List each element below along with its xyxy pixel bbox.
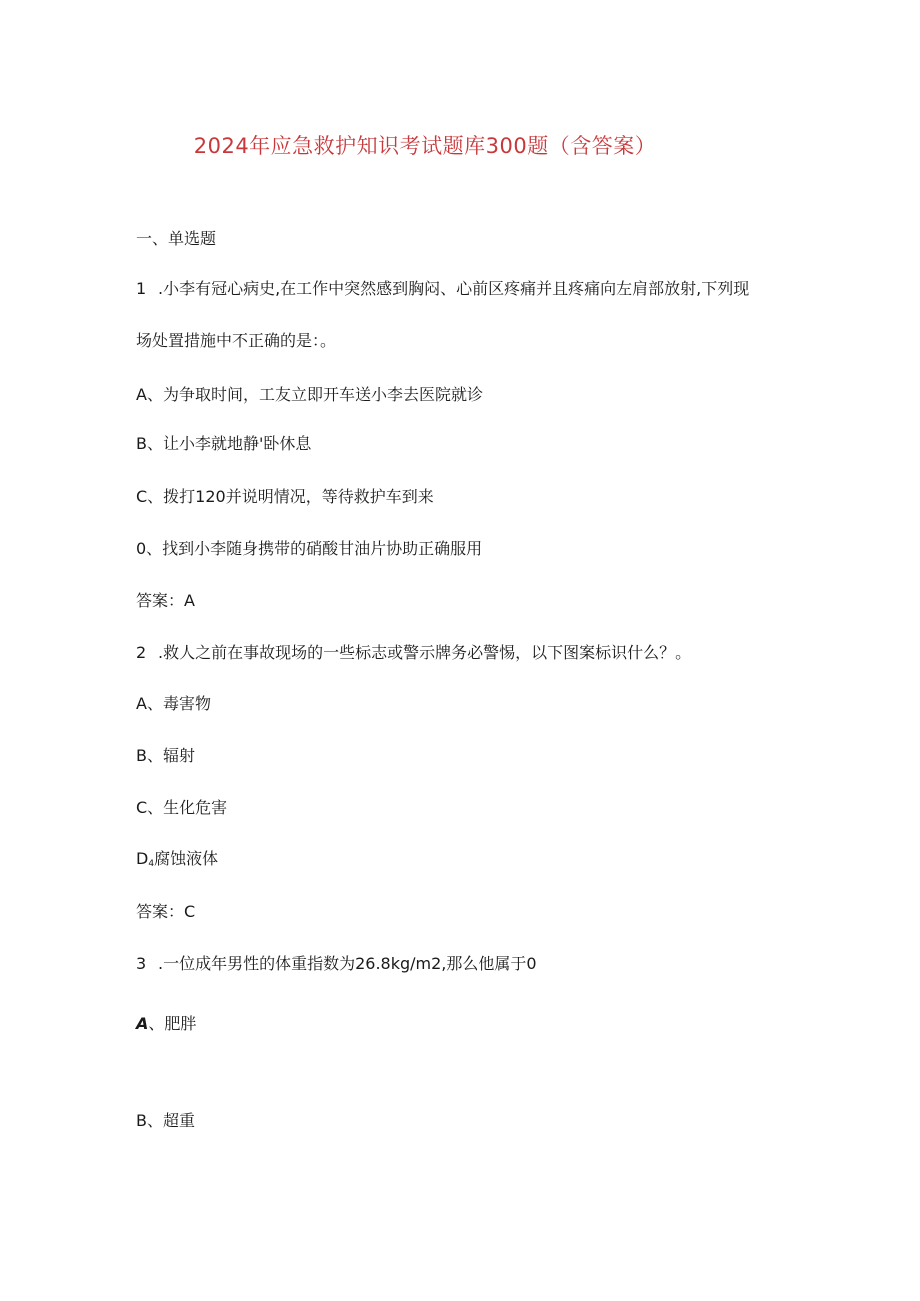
question-1-stem-line2: 场处置措施中不正确的是：。 [136, 331, 337, 350]
question-1-option-b: B、让小李就地静'卧休息 [136, 434, 312, 453]
question-1-option-a: A、为争取时间，工友立即开车送小李去医院就诊 [136, 385, 483, 404]
question-2-stem-line1 [136, 643, 691, 663]
question-2-stem-text: .救人之前在事故现场的一些标志或警示牌务必警惕，以下图案标识什么？。 [158, 643, 692, 662]
question-2-option-c: C、生化危害 [136, 798, 228, 817]
question-1-option-c: C、拨打120并说明情况，等待救护车到来 [136, 487, 434, 506]
question-1-number: 1 [136, 279, 147, 298]
question-1-option-d: 0、找到小李随身携带的硝酸甘油片协助正确服用 [136, 539, 483, 558]
question-1-answer: 答案：A [136, 591, 195, 610]
question-2-option-d-text: 腐蚀液体 [154, 849, 219, 868]
question-2-option-a: A、毒害物 [136, 694, 211, 713]
question-2-option-b: B、辐射 [136, 746, 195, 765]
question-3-stem-line1 [136, 954, 537, 974]
question-3-option-a [136, 1014, 196, 1034]
question-3-number: 3 [136, 954, 147, 973]
question-2-option-d-subscript: 4 [148, 859, 155, 869]
document-title: 2024年应急救护知识考试题库300题（含答案） [193, 134, 657, 158]
section-heading: 一、单选题 [136, 229, 217, 248]
question-3-option-b: B、超重 [136, 1111, 195, 1130]
question-2-number: 2 [136, 643, 147, 662]
question-2-option-d [136, 849, 218, 874]
question-3-stem-text: .一位成年男性的体重指数为26.8kg∕m2,那么他属于0 [158, 954, 537, 973]
question-2-option-d-letter: D [136, 849, 149, 868]
question-2-answer: 答案：C [136, 902, 196, 921]
question-1-stem-line1 [136, 279, 749, 299]
question-3-option-a-letter: A [136, 1014, 149, 1033]
question-1-stem-text: .小李有冠心病史,在工作中突然感到胸闷、心前区疼痛并且疼痛向左肩部放射,下列现 [158, 279, 750, 298]
question-3-option-a-text: 、肥胖 [148, 1014, 197, 1033]
